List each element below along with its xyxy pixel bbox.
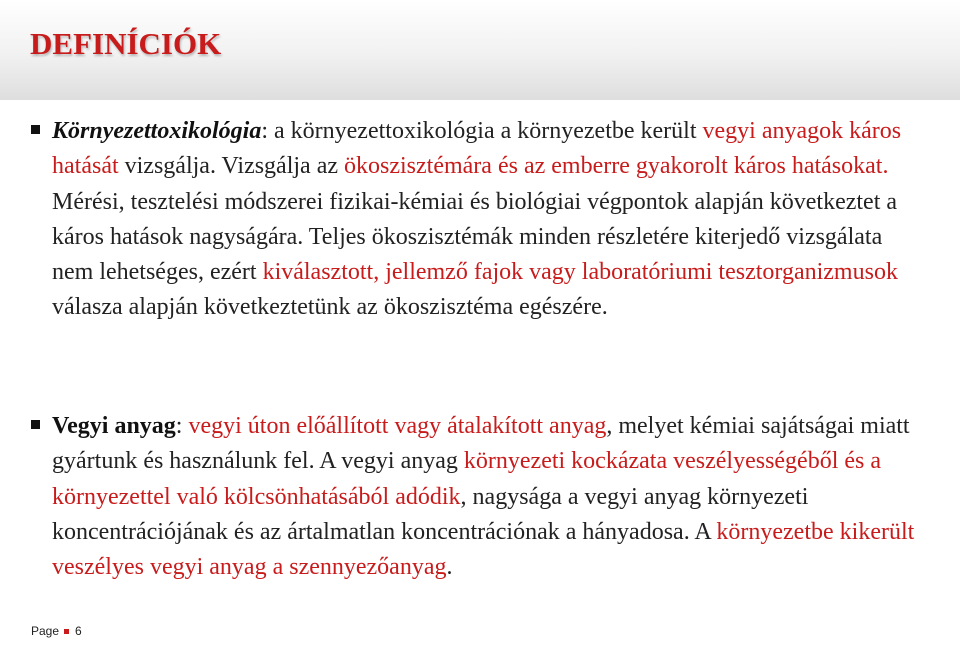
text-segment: : <box>175 413 189 439</box>
highlighted-text: környezetbe kikerült veszélyes vegyi anyag a szennyezőanyag <box>52 518 915 581</box>
text-segment: válasza alapján következtetünk az ökoszisztéma egészére. <box>52 294 608 321</box>
highlighted-text: ökoszisztémára és az emberre gyakorolt káros hatásokat. <box>344 153 889 180</box>
term-label: Vegyi anyag <box>52 413 176 439</box>
square-bullet-icon <box>31 125 40 134</box>
highlighted-text: környezeti kockázata veszélyességéből és a környezettel való kölcsönhatásából adódik <box>52 448 882 510</box>
definition-bullet-2 <box>52 409 927 585</box>
highlighted-text: vegyi úton előállított vagy átalakított anyag <box>188 413 607 439</box>
text-segment: . <box>446 554 453 581</box>
page-number: 6 <box>75 624 82 638</box>
square-bullet-icon <box>31 420 40 429</box>
highlighted-text: vegyi anyagok káros hatását <box>52 118 902 180</box>
page-label: Page <box>31 624 60 638</box>
text-segment: Mérési, tesztelési módszerei fizikai-kémiai és biológiai végpontok alapján következtet a káros hatások nagyságára. Teljes ökoszisztémák minden részletére kiterjedő vizsgálata nem lehetséges, ezért <box>52 188 898 286</box>
square-bullet-icon <box>64 629 69 634</box>
term-label: Környezettoxikológia <box>52 118 262 144</box>
text-segment: , melyet kémiai sajátságai miatt gyártunk és használunk fel. A vegyi anyag <box>52 413 910 475</box>
definition-bullet-1 <box>52 114 927 326</box>
page-footer <box>31 624 82 638</box>
slide-title: DEFINÍCIÓK <box>30 26 222 61</box>
text-segment: , nagysága a vegyi anyag környezeti koncentrációjának és az ártalmatlan koncentrációnak a hányadosa. A <box>52 483 809 545</box>
text-segment: vizsgálja. Vizsgálja az <box>118 153 345 180</box>
text-segment: : a környezettoxikológia a környezetbe került <box>261 118 703 144</box>
highlighted-text: kiválasztott, jellemző fajok vagy laboratóriumi tesztorganizmusok <box>262 259 898 286</box>
